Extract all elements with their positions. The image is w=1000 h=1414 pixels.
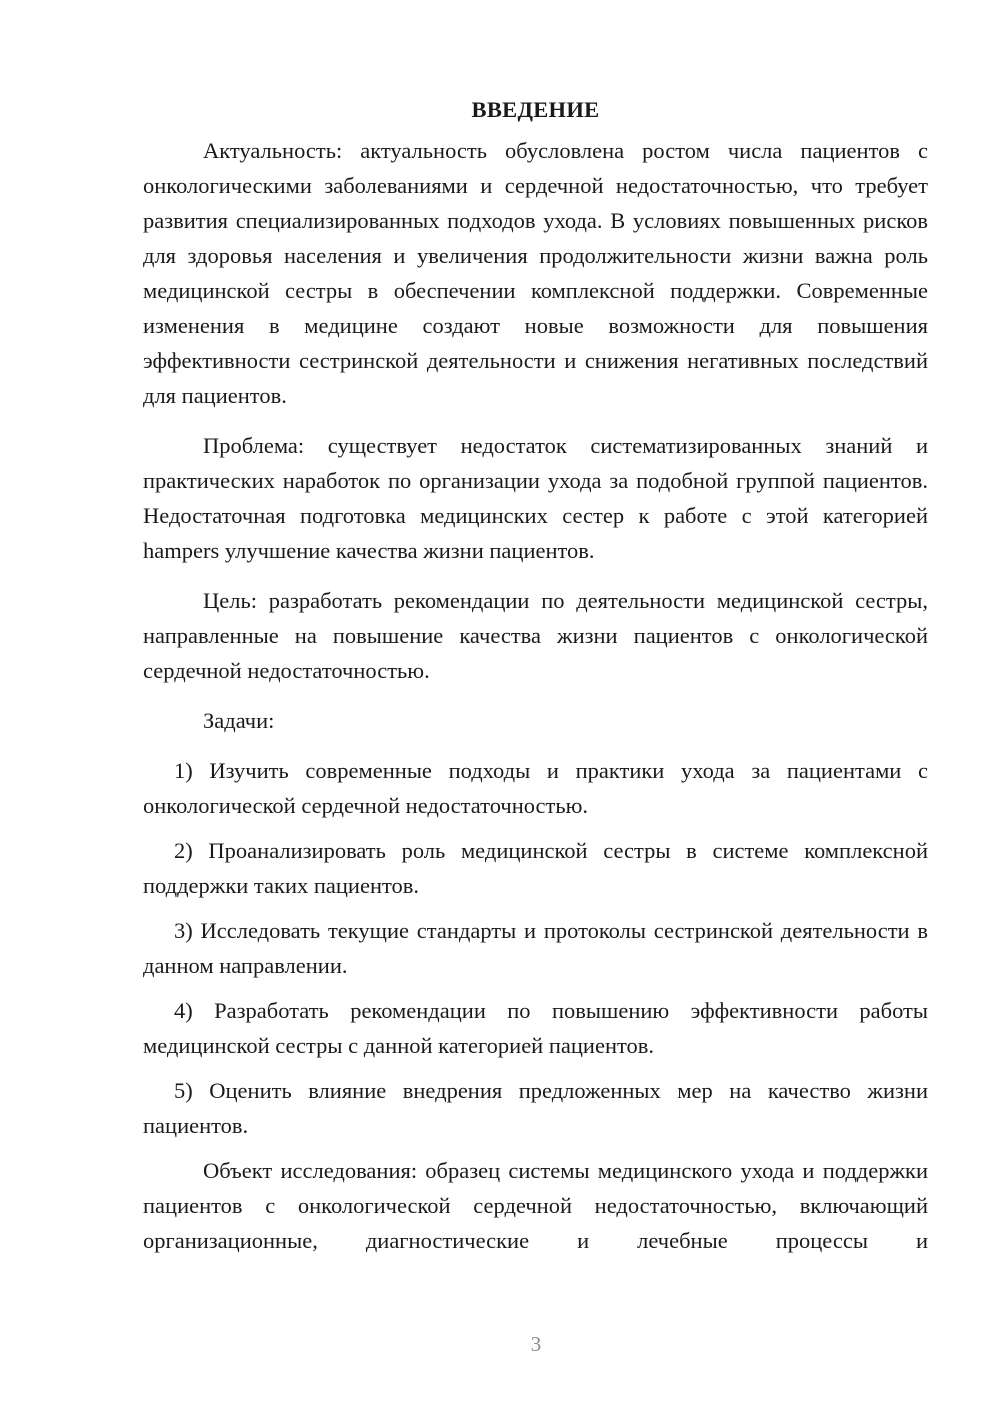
task-item-2: 2) Проанализировать роль медицинской сестры в системе комплексной поддержки таких пациентов. <box>143 838 928 898</box>
section-title: ВВЕДЕНИЕ <box>471 97 600 122</box>
task-item-5: 5) Оценить влияние внедрения предложенных мер на качество жизни пациентов. <box>143 1078 928 1138</box>
paragraph-relevance: Актуальность: актуальность обусловлена ростом числа пациентов с онкологическими заболеваниями и сердечной недостаточностью, что требует развития специализированных подходов ухода. В условиях повышенных рисков для здоровья населения и увеличения продолжительности жизни важна роль медицинской сестры в обеспечении комплексной поддержки. Современные изменения в медицине создают новые возможности для повышения эффективности сестринской деятельности и снижения негативных последствий для пациентов. <box>143 138 928 408</box>
task-item-3: 3) Исследовать текущие стандарты и протоколы сестринской деятельности в данном направлении. <box>143 918 928 978</box>
tasks-heading: Задачи: <box>203 708 275 733</box>
page-number: 3 <box>530 1332 542 1356</box>
task-item-4: 4) Разработать рекомендации по повышению эффективности работы медицинской сестры с данной категорией пациентов. <box>143 998 928 1058</box>
paragraph-problem: Проблема: существует недостаток систематизированных знаний и практических наработок по организации ухода за подобной группой пациентов. Недостаточная подготовка медицинских сестер к работе с этой категорией hampers улучшение качества жизни пациентов. <box>143 433 928 563</box>
paragraph-object: Объект исследования: образец системы медицинского ухода и поддержки пациентов с онкологической сердечной недостаточностью, включающий организационные, диагностические и лечебные процессы и <box>143 1158 928 1253</box>
page-content <box>143 92 928 1273</box>
paragraph-goal: Цель: разработать рекомендации по деятельности медицинской сестры, направленные на повышение качества жизни пациентов с онкологической сердечной недостаточностью. <box>143 588 928 683</box>
task-item-1: 1) Изучить современные подходы и практики ухода за пациентами с онкологической сердечной недостаточностью. <box>143 758 928 818</box>
